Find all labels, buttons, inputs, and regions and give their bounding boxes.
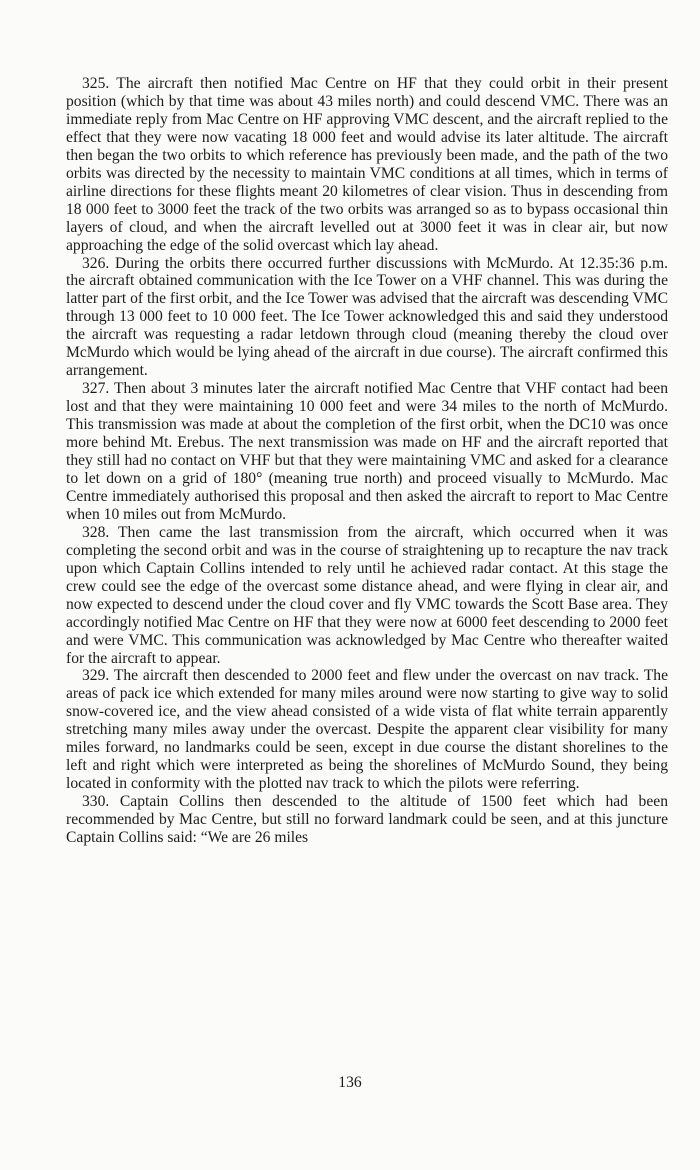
- body-text: [66, 75, 668, 847]
- paragraph-329: 329. The aircraft then descended to 2000 feet and flew under the overcast on nav track. The areas of pack ice which extended for many miles around were now starting to give way to solid snow-covered ice, and the view ahead consisted of a wide vista of flat white terrain apparently stretching many miles away under the overcast. Despite the apparent clear visibility for many miles forward, no landmarks could be seen, except in due course the distant shorelines to the left and right which were interpreted as being the shorelines of McMurdo Sound, they being located in conformity with the plotted nav track to which the pilots were referring.: [66, 667, 668, 793]
- paragraph-326: 326. During the orbits there occurred further discussions with McMurdo. At 12.35:36 p.m. the aircraft obtained communication with the Ice Tower on a VHF channel. This was during the latter part of the first orbit, and the Ice Tower was advised that the aircraft was descending VMC through 13 000 feet to 10 000 feet. The Ice Tower acknowledged this and said they understood the aircraft was requesting a radar letdown through cloud (meaning thereby the cloud over McMurdo which would be lying ahead of the aircraft in due course). The aircraft confirmed this arrangement.: [66, 254, 668, 380]
- paragraph-330: 330. Captain Collins then descended to the altitude of 1500 feet which had been recommended by Mac Centre, but still no forward landmark could be seen, and at this juncture Captain Collins said: “We are 26 miles: [66, 793, 668, 847]
- page-number: 136: [338, 1074, 362, 1091]
- paragraph-325: 325. The aircraft then notified Mac Centre on HF that they could orbit in their present position (which by that time was about 43 miles north) and could descend VMC. There was an immediate reply from Mac Centre on HF approving VMC descent, and the aircraft replied to the effect that they were now vacating 18 000 feet and would advise its later altitude. The aircraft then began the two orbits to which reference has previously been made, and the path of the two orbits was directed by the necessity to maintain VMC conditions at all times, which in terms of airline directions for these flights meant 20 kilometres of clear vision. Thus in descending from 18 000 feet to 3000 feet the track of the two orbits was arranged so as to bypass occasional thin layers of cloud, and when the aircraft levelled out at 3000 feet it was in clear air, but now approaching the edge of the solid overcast which lay ahead.: [66, 75, 668, 254]
- paragraph-328: 328. Then came the last transmission from the aircraft, which occurred when it was completing the second orbit and was in the course of straightening up to recapture the nav track upon which Captain Collins intended to rely until he achieved radar contact. At this stage the crew could see the edge of the overcast some distance ahead, and were flying in clear air, and now expected to descend under the cloud cover and fly VMC towards the Scott Base area. They accordingly notified Mac Centre on HF that they were now at 6000 feet descending to 2000 feet and were VMC. This communication was acknowledged by Mac Centre who thereafter waited for the aircraft to appear.: [66, 523, 668, 667]
- paragraph-327: 327. Then about 3 minutes later the aircraft notified Mac Centre that VHF contact had been lost and that they were maintaining 10 000 feet and were 34 miles to the north of McMurdo. This transmission was made at about the completion of the first orbit, when the DC10 was once more behind Mt. Erebus. The next transmission was made on HF and the aircraft reported that they still had no contact on VHF but that they were maintaining VMC and asked for a clearance to let down on a grid of 180° (meaning true north) and proceed visually to McMurdo. Mac Centre immediately authorised this proposal and then asked the aircraft to report to Mac Centre when 10 miles out from McMurdo.: [66, 380, 668, 523]
